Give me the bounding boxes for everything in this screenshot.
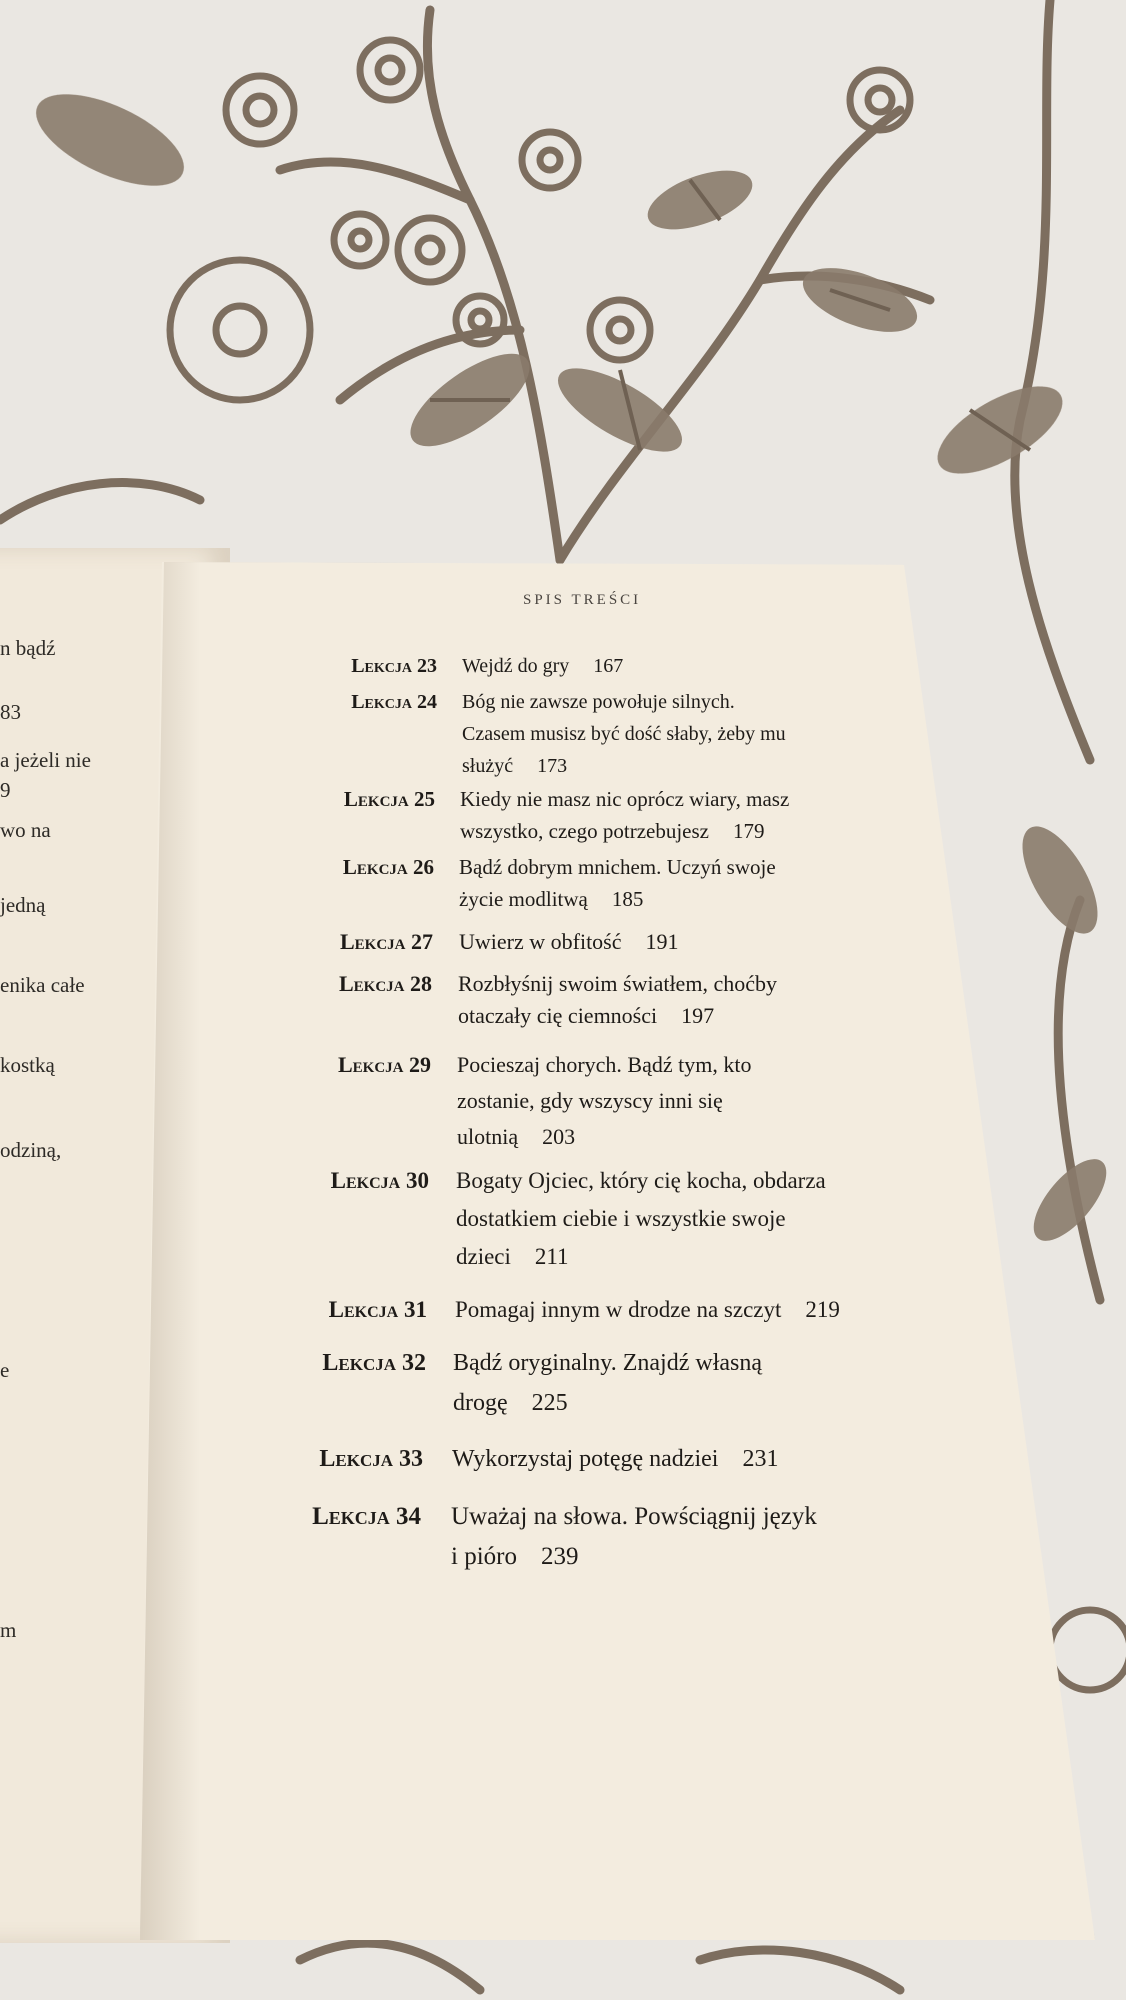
lesson-word: Lekcja [322,1350,402,1376]
lesson-label [329,1291,427,1329]
lesson-label [351,650,437,682]
lesson-number: 23 [417,655,437,677]
lesson-title-line: dzieci 211 [456,1244,569,1269]
lesson-title-line: Uwierz w obfitość 191 [459,929,679,954]
lesson-label [331,1162,429,1200]
lesson-title-line: życie modlitwą 185 [459,887,644,911]
lesson-word: Lekcja [319,1446,399,1472]
lesson-title-line: Bóg nie zawsze powołuje silnych. [462,691,735,713]
left-page-fragment: 83 [0,700,21,724]
left-page-fragment: enika całe [0,973,85,997]
lesson-title-line: służyć 173 [462,755,568,777]
lesson-label [322,1343,426,1383]
lesson-number: 27 [411,929,433,954]
page-number: 203 [542,1124,576,1149]
lesson-title-line: Bądź oryginalny. Znajdź własną [453,1350,763,1376]
lesson-word: Lekcja [343,787,414,811]
left-page-fragment: m [0,1618,17,1642]
left-page-fragment: odziną, [0,1138,62,1162]
lesson-title [459,925,679,958]
lesson-number: 25 [414,787,435,811]
lesson-word: Lekcja [342,855,413,879]
lesson-title-line: Wejdź do gry 167 [462,655,624,677]
lesson-title [459,851,776,915]
lesson-title-line: Wykorzystaj potęgę nadziei 231 [452,1446,779,1472]
lesson-title-line: otaczały cię ciemności 197 [458,1003,715,1028]
lesson-label [343,851,434,883]
left-page-fragment: a jeżeli nie [0,748,91,772]
page-number: 185 [611,887,644,911]
lesson-title-line: Rozbłyśnij swoim światłem, choćby [458,971,777,996]
lesson-label [344,783,435,815]
lesson-title-line: Bogaty Ojciec, który cię kocha, obdarza [456,1168,826,1193]
lesson-label [340,925,433,958]
lesson-word: Lekcja [351,691,417,713]
lesson-title [460,783,789,847]
lesson-word: Lekcja [351,655,417,677]
lesson-title-line: dostatkiem ciebie i wszystkie swoje [456,1206,786,1231]
lesson-word: Lekcja [328,1297,404,1322]
lesson-label [319,1440,423,1478]
lesson-word: Lekcja [312,1503,396,1530]
left-page-fragment: 9 [0,778,11,802]
lesson-title-line: Bądź dobrym mnichem. Uczyń swoje [459,855,776,879]
lesson-title [453,1343,762,1423]
lesson-number: 29 [409,1052,431,1077]
lesson-title-line: ulotnią 203 [457,1124,576,1149]
left-page-fragment: kostką [0,1053,55,1077]
page-number: 211 [534,1244,569,1269]
page-number: 225 [531,1390,568,1416]
lesson-title-line: zostanie, gdy wszyscy inni się [457,1088,723,1113]
lesson-title [452,1440,778,1478]
lesson-number: 31 [404,1297,427,1322]
lesson-title-line: wszystko, czego potrzebujesz 179 [460,819,765,843]
lesson-title [456,1162,826,1276]
lesson-word: Lekcja [339,929,411,954]
page-number: 167 [593,655,624,677]
lesson-title [455,1291,840,1329]
lesson-number: 32 [402,1350,426,1376]
left-page-fragment: n bądź [0,636,56,660]
lesson-label [351,686,437,718]
lesson-title [457,1047,751,1155]
left-page-fragment: e [0,1358,10,1382]
page-number: 197 [681,1003,715,1028]
lesson-label [338,1047,431,1083]
lesson-title [462,686,786,782]
lesson-number: 24 [417,691,437,713]
lesson-title-line: i pióro 239 [451,1543,579,1570]
lesson-title-line: drogę 225 [453,1390,568,1416]
page-number: 179 [733,819,765,843]
lesson-number: 30 [406,1168,429,1193]
lesson-label [339,968,432,1000]
lesson-title-line: Pocieszaj chorych. Bądź tym, kto [457,1052,752,1077]
lesson-word: Lekcja [337,1052,409,1077]
lesson-word: Lekcja [330,1168,406,1193]
lesson-title-line: Pomagaj innym w drodze na szczyt 219 [455,1297,840,1322]
page-number: 239 [540,1543,579,1570]
lesson-label [312,1497,421,1537]
lesson-number: 34 [396,1503,421,1530]
lesson-title [462,650,623,682]
page-number: 231 [742,1446,779,1472]
lesson-title-line: Czasem musisz być dość słaby, żeby mu [462,723,786,745]
lesson-title [458,968,777,1032]
left-page-fragment: wo na [0,818,51,842]
lesson-title [451,1497,817,1577]
lesson-number: 28 [410,971,432,996]
lesson-title-line: Kiedy nie masz nic oprócz wiary, masz [460,787,790,811]
lesson-number: 33 [399,1446,423,1472]
page-number: 191 [645,929,679,954]
left-page-fragment: jedną [0,893,46,917]
page-number: 219 [805,1297,840,1322]
lesson-title-line: Uważaj na słowa. Powściągnij język [451,1503,817,1530]
lesson-number: 26 [413,855,434,879]
lesson-word: Lekcja [338,971,410,996]
page-number: 173 [537,755,568,777]
page-header: SPIS TREŚCI [523,592,642,608]
